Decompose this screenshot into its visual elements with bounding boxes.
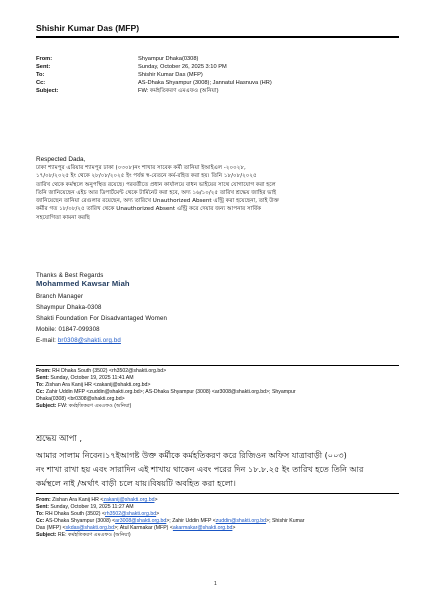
signature-email-label: E-mail: — [36, 337, 57, 344]
forward2-cc-c: >; Shishir Kumar — [266, 518, 305, 524]
forward1-sent: Sunday, October 19, 2025 11:41 AM — [50, 375, 134, 381]
forward1-cc[interactable]: Zahir Uddin MFP <zuddin@shakti.org.bd>; AS-Dhaka Shyampur (3008) <ar3008@shakti.org.bd>; Shyampur — [45, 389, 296, 395]
body2-line: কর্মস্থলে নাই /অর্থাৎ বাড়ী চলে যায়।বিষয়টি অবহিত করা হলো। — [36, 477, 236, 488]
forward-divider — [36, 365, 399, 366]
greeting: Respected Dada, — [36, 156, 86, 163]
body-line: সহযোগিতা কামনা করছি — [36, 214, 90, 221]
signature-branch: Shaympur Dhaka-0308 — [36, 304, 102, 311]
forward2-from-row — [36, 497, 399, 504]
header-to-value[interactable]: Shishir Kumar Das (MFP) — [138, 72, 203, 78]
signature-org: Shakti Foundation For Disadvantaged Women — [36, 315, 168, 322]
forward1-subject-label: Subject: — [36, 403, 57, 409]
forward2-to-end: > — [156, 511, 160, 517]
forward2-from-label: From: — [36, 497, 51, 503]
body-line: তিনি জানিয়েছেন এইচ আর ডিপার্টমেন্ট থেকে টার্মিনেট করা হবে, অদ্য ১৬/১০/২৫ তারিখ শ্রদ্ধেয় জাহির ভাই — [36, 189, 276, 196]
body-line: তারিখ থেকে কর্মস্থলে অনুপস্থিত রয়েছে। পরবর্তীতে প্রধান কার্যালয়ে বাধন ভাইয়ের সাথে যোগাযোগ করা হলে — [36, 181, 276, 188]
forward2-sent-row — [36, 504, 399, 511]
forward2-cc-d-email[interactable]: skdas@shakti.org.bd — [65, 525, 115, 531]
body2-line: নং শাখা রাখা হয় এবং সারাদিন এই শাখায় থাকেন এবং পরের দিন ১৮.৮.২৫ ইং তারিখ হতে তিনি আর — [36, 463, 364, 474]
header-from-value[interactable]: Shyampur Dhaka(0308) — [138, 56, 199, 62]
forward2-subject: RE: কর্মহতিকরণ এমএফও (অনিয়া) — [57, 532, 131, 538]
forward1-sent-row — [36, 375, 399, 382]
body2-line: আমার সালাম নিবেন।১৭ইআগষ্ট উক্ত কর্মীকে কর্মহতিকরণ করে রিজিওন অফিস যাত্রাবাড়ী (০০৩) — [36, 450, 347, 460]
header-divider — [36, 36, 399, 38]
forward2-from: Zishan Ara Kanij HR < — [52, 497, 104, 503]
mailbox-owner: Shishir Kumar Das (MFP) — [36, 23, 140, 33]
forward1-sent-label: Sent: — [36, 375, 49, 381]
message-body-2 — [36, 449, 400, 490]
forward2-to-email[interactable]: rh3502@shakti.org.bd — [104, 511, 157, 517]
forward2-header — [36, 497, 399, 539]
signature-title: Branch Manager — [36, 293, 84, 300]
signature-regards: Thanks & Best Regards — [36, 272, 104, 279]
forward2-cc-d: Das (MFP) < — [36, 525, 66, 531]
forward-divider-2 — [36, 493, 399, 494]
forward1-header — [36, 368, 399, 410]
forward1-to[interactable]: Zishan Ara Kanij HR <zakanij@shakti.org.bd> — [45, 382, 151, 388]
forward2-cc-e: >; Atul Karmakar (MFP) < — [114, 525, 173, 531]
forward2-sent-label: Sent: — [36, 504, 49, 510]
signature-email-link[interactable]: br0308@shakti.org.bd — [57, 337, 121, 344]
forward2-cc-a: AS-Dhaka Shyampur (3008) < — [45, 518, 116, 524]
forward2-from-end: > — [154, 497, 158, 503]
forward1-to-label: To: — [36, 382, 44, 388]
forward2-cc-e-email[interactable]: akarmakar@shakti.org.bd — [172, 525, 233, 531]
forward2-subject-label: Subject: — [36, 532, 57, 538]
forward2-cc-b: >; Zahir Uddin MFP < — [166, 518, 216, 524]
signature-mobile: Mobile: 01847-099308 — [36, 326, 100, 333]
body-line: ঢাকা শ্যামপুর এরিয়ার শ্যামপুর ঢাকা (০৩০৮)নং শাখার সাবেক কর্মী তানিয়া ইআইএল -২০০২৮, — [36, 165, 246, 171]
forward2-cc-row — [36, 518, 399, 525]
greeting-2: শ্রদ্ধেয় আপা , — [36, 433, 82, 443]
forward1-subject: FW: কর্মহতিকরণ এমএফও (অনিয়া) — [57, 403, 132, 409]
header-sent-label: Sent: — [36, 64, 51, 70]
forward2-to: RH Dhaka South (3502) < — [45, 511, 105, 517]
forward1-from[interactable]: RH Dhaka South (3502) <rh3502@shakti.org.bd> — [52, 368, 167, 374]
header-subject-label: Subject: — [36, 88, 59, 94]
page-number: 1 — [214, 581, 217, 587]
forward2-cc-label: Cc: — [36, 518, 45, 524]
forward2-from-email[interactable]: zakanij@shakti.org.bd — [103, 497, 155, 503]
forward1-cc-row — [36, 389, 399, 396]
forward1-to-row — [36, 382, 399, 389]
header-sent-value: Sunday, October 26, 2025 3:10 PM — [138, 64, 227, 70]
forward1-subject-row — [36, 403, 399, 410]
body-line: জানিয়েছেন তানিয়া রেগুলার রয়েছেন, অদ্য তারিখে Unauthorized Absent এন্ট্রি করা হয়েছেনা, তাই উক্ত — [36, 198, 280, 205]
forward1-cc-label: Cc: — [36, 389, 45, 395]
body-line: কর্মীর গত ১৮/০৮/২৫ তারিখ থেকে Unauthorized Absent এন্ট্রি করে দেয়ার জন্য আপনার সার্বিক — [36, 206, 261, 213]
forward2-cc-a-email[interactable]: ar3008@shakti.org.bd — [115, 518, 167, 524]
header-cc-label: Cc: — [36, 80, 46, 86]
forward1-from-label: From: — [36, 368, 51, 374]
forward2-sent: Sunday, October 19, 2025 11:27 AM — [50, 504, 134, 510]
forward2-cc-f: > — [232, 525, 236, 531]
forward2-to-label: To: — [36, 511, 44, 517]
forward2-cc-b-email[interactable]: zuddin@shakti.org.bd — [215, 518, 267, 524]
forward2-to-row — [36, 511, 399, 518]
forward2-cc-cont — [36, 525, 399, 532]
forward1-from-row — [36, 368, 399, 375]
signature-email-row — [36, 337, 121, 345]
forward1-cc-cont[interactable]: Dhaka(0308) <br0308@shakti.org.bd> — [36, 396, 125, 402]
header-to-label: To: — [36, 72, 45, 78]
header-subject-value: FW: কর্মহতিকরণ এমএফও (অনিয়া) — [138, 88, 219, 94]
body-line: ১৭/০৮/২০২৫ ইং থেকে ২৮/০৮/২০২৫ ইং পর্যন্ত স্ব-বেতনে কর্ম-রহিত করা হয়। তিনি ১৮/০৮/২০২৫ — [36, 173, 257, 180]
message-body — [36, 164, 400, 222]
signature-name: Mohammed Kawsar Miah — [36, 279, 130, 288]
header-from-label: From: — [36, 56, 53, 62]
forward2-subject-row — [36, 532, 399, 539]
header-cc-value[interactable]: AS-Dhaka Shyampur (3008); Jannatul Hasnuva (HR) — [138, 80, 272, 86]
